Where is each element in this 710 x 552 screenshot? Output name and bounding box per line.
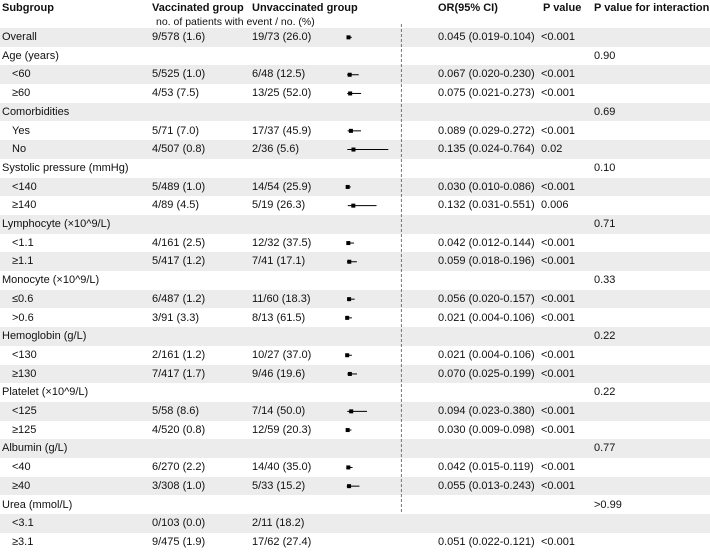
row-subgroup-label: <140 bbox=[12, 180, 37, 193]
p-value-cell: <0.001 bbox=[541, 180, 575, 193]
vaccinated-cell: 6/487 (1.2) bbox=[152, 292, 206, 305]
or-ci-cell: 0.042 (0.015-0.119) bbox=[438, 461, 534, 474]
row-subgroup-label: ≥40 bbox=[12, 479, 31, 492]
unvaccinated-cell: 14/54 (25.9) bbox=[252, 180, 312, 193]
row-subgroup-label: <3.1 bbox=[12, 517, 34, 530]
row-category-label: Platelet (×10^9/L) bbox=[2, 386, 89, 399]
table-row bbox=[0, 533, 710, 552]
or-ci-cell: 0.056 (0.020-0.157) bbox=[438, 292, 535, 305]
unvaccinated-cell: 9/46 (19.6) bbox=[252, 367, 306, 380]
header-vaccinated: Vaccinated group bbox=[152, 2, 244, 14]
or-ci-cell: 0.059 (0.018-0.196) bbox=[438, 255, 535, 268]
vaccinated-cell: 6/270 (2.2) bbox=[152, 461, 206, 474]
vaccinated-cell: 5/71 (7.0) bbox=[152, 124, 200, 137]
or-point bbox=[348, 91, 352, 95]
p-value-cell: <0.001 bbox=[541, 255, 575, 268]
p-value-cell: <0.001 bbox=[541, 292, 575, 305]
vaccinated-cell: 9/475 (1.9) bbox=[152, 535, 206, 548]
vaccinated-cell: 0/103 (0.0) bbox=[152, 517, 206, 530]
vaccinated-cell: 4/161 (2.5) bbox=[152, 236, 206, 249]
row-category-label: Urea (mmol/L) bbox=[2, 498, 73, 511]
p-value-cell: <0.001 bbox=[541, 236, 575, 249]
or-ci-cell: 0.070 (0.025-0.199) bbox=[438, 367, 535, 380]
p-interaction-cell: 0.90 bbox=[594, 49, 616, 62]
or-point bbox=[351, 148, 355, 152]
or-ci-cell: 0.135 (0.024-0.764) bbox=[438, 143, 535, 156]
or-ci-cell: 0.021 (0.004-0.106) bbox=[438, 348, 535, 361]
vaccinated-cell: 4/520 (0.8) bbox=[152, 423, 206, 436]
or-point bbox=[346, 241, 350, 245]
or-ci-cell: 0.030 (0.010-0.086) bbox=[438, 180, 535, 193]
row-subgroup-label: ≥125 bbox=[12, 423, 37, 436]
row-subgroup-label: ≤0.6 bbox=[12, 292, 34, 305]
or-point bbox=[345, 353, 349, 357]
row-subgroup-label: ≥3.1 bbox=[12, 535, 34, 548]
p-value-cell: 0.02 bbox=[541, 143, 563, 156]
row-subgroup-label: No bbox=[12, 143, 27, 156]
unvaccinated-cell: 6/48 (12.5) bbox=[252, 68, 306, 81]
header-subheader: no. of patients with event / no. (%) bbox=[156, 16, 315, 28]
p-value-cell: <0.001 bbox=[541, 367, 575, 380]
or-point bbox=[346, 428, 350, 432]
header-subgroup: Subgroup bbox=[2, 2, 54, 14]
row-subgroup-label: Yes bbox=[12, 124, 30, 137]
row-category-label: Systolic pressure (mmHg) bbox=[2, 161, 129, 174]
p-value-cell: <0.001 bbox=[541, 124, 575, 137]
row-subgroup-label: <60 bbox=[12, 68, 31, 81]
p-interaction-cell: 0.22 bbox=[594, 386, 616, 399]
header-pinteraction: P value for interaction bbox=[594, 2, 710, 14]
row-subgroup-label: ≥130 bbox=[12, 367, 37, 380]
or-point bbox=[347, 260, 351, 264]
vaccinated-cell: 5/489 (1.0) bbox=[152, 180, 206, 193]
unvaccinated-cell: 2/36 (5.6) bbox=[252, 143, 300, 156]
row-category-label: Age (years) bbox=[2, 49, 59, 62]
or-point bbox=[346, 185, 350, 189]
vaccinated-cell: 7/417 (1.7) bbox=[152, 367, 206, 380]
p-interaction-cell: 0.69 bbox=[594, 105, 616, 118]
p-interaction-cell: 0.77 bbox=[594, 442, 616, 455]
or-ci-cell: 0.045 (0.019-0.104) bbox=[438, 31, 535, 43]
or-ci-cell: 0.021 (0.004-0.106) bbox=[438, 311, 535, 324]
unvaccinated-cell: 7/14 (50.0) bbox=[252, 405, 306, 417]
or-ci-cell: 0.030 (0.009-0.098) bbox=[438, 423, 535, 436]
or-point bbox=[349, 129, 353, 133]
p-value-cell: <0.001 bbox=[541, 479, 575, 492]
or-ci-cell: 0.051 (0.022-0.121) bbox=[438, 535, 535, 548]
vaccinated-cell: 4/89 (4.5) bbox=[152, 199, 200, 212]
vaccinated-cell: 3/308 (1.0) bbox=[152, 479, 206, 492]
or-ci-cell: 0.132 (0.031-0.551) bbox=[438, 199, 535, 212]
unvaccinated-cell: 5/33 (15.2) bbox=[252, 479, 306, 492]
table-row bbox=[0, 514, 710, 533]
unvaccinated-cell: 5/19 (26.3) bbox=[252, 199, 306, 212]
or-point bbox=[347, 297, 351, 301]
row-category-label: Monocyte (×10^9/L) bbox=[2, 274, 100, 287]
vaccinated-cell: 5/417 (1.2) bbox=[152, 255, 206, 268]
unvaccinated-cell: 12/32 (37.5) bbox=[252, 236, 312, 249]
row-category-label: Comorbidities bbox=[2, 105, 70, 118]
unvaccinated-cell: 10/27 (37.0) bbox=[252, 348, 312, 361]
vaccinated-cell: 5/525 (1.0) bbox=[152, 68, 206, 81]
or-ci-cell: 0.094 (0.023-0.380) bbox=[438, 405, 535, 417]
p-value-cell: <0.001 bbox=[541, 68, 575, 81]
unvaccinated-cell: 12/59 (20.3) bbox=[252, 423, 312, 436]
or-point bbox=[346, 35, 350, 39]
row-subgroup-label: >0.6 bbox=[12, 311, 34, 324]
or-ci-cell: 0.055 (0.013-0.243) bbox=[438, 479, 535, 492]
row-subgroup-label: ≥60 bbox=[12, 87, 31, 100]
row-category-label: Albumin (g/L) bbox=[2, 442, 68, 455]
vaccinated-cell: 9/578 (1.6) bbox=[152, 31, 206, 43]
p-value-cell: <0.001 bbox=[541, 348, 575, 361]
or-ci-cell: 0.089 (0.029-0.272) bbox=[438, 124, 535, 137]
header-or: OR(95% CI) bbox=[438, 2, 498, 14]
vaccinated-cell: 4/507 (0.8) bbox=[152, 143, 206, 156]
row-category-label: Overall bbox=[2, 31, 37, 43]
header-unvaccinated: Unvaccinated group bbox=[252, 2, 358, 14]
or-point bbox=[347, 484, 351, 488]
unvaccinated-cell: 11/60 (18.3) bbox=[252, 292, 311, 305]
vaccinated-cell: 4/53 (7.5) bbox=[152, 87, 200, 100]
or-ci-cell: 0.067 (0.020-0.230) bbox=[438, 68, 535, 81]
row-category-label: Lymphocyte (×10^9/L) bbox=[2, 218, 111, 230]
p-interaction-cell: 0.22 bbox=[594, 330, 616, 343]
p-value-cell: <0.001 bbox=[541, 31, 575, 43]
p-value-cell: <0.001 bbox=[541, 535, 575, 548]
unvaccinated-cell: 17/62 (27.4) bbox=[252, 535, 312, 548]
or-ci-cell: 0.042 (0.012-0.144) bbox=[438, 236, 535, 249]
or-point bbox=[348, 73, 352, 77]
p-value-cell: <0.001 bbox=[541, 87, 575, 100]
or-point bbox=[349, 409, 353, 413]
or-point bbox=[345, 316, 349, 320]
unvaccinated-cell: 8/13 (61.5) bbox=[252, 311, 306, 324]
p-value-cell: <0.001 bbox=[541, 423, 575, 436]
or-point bbox=[351, 204, 355, 208]
row-subgroup-label: <130 bbox=[12, 348, 37, 361]
or-ci-cell: 0.075 (0.021-0.273) bbox=[438, 87, 535, 100]
unvaccinated-cell: 19/73 (26.0) bbox=[252, 31, 312, 43]
p-value-cell: 0.006 bbox=[541, 199, 569, 212]
p-interaction-cell: >0.99 bbox=[594, 498, 622, 511]
p-interaction-cell: 0.71 bbox=[594, 218, 616, 230]
p-value-cell: <0.001 bbox=[541, 405, 575, 417]
vaccinated-cell: 5/58 (8.6) bbox=[152, 405, 200, 417]
p-interaction-cell: 0.33 bbox=[594, 274, 616, 287]
vaccinated-cell: 2/161 (1.2) bbox=[152, 348, 206, 361]
row-category-label: Hemoglobin (g/L) bbox=[2, 330, 87, 343]
row-subgroup-label: <1.1 bbox=[12, 236, 34, 249]
p-interaction-cell: 0.10 bbox=[594, 161, 616, 174]
unvaccinated-cell: 17/37 (45.9) bbox=[252, 124, 312, 137]
vaccinated-cell: 3/91 (3.3) bbox=[152, 311, 200, 324]
p-value-cell: <0.001 bbox=[541, 461, 575, 474]
header-pvalue: P value bbox=[543, 2, 582, 14]
row-subgroup-label: <125 bbox=[12, 405, 37, 417]
unvaccinated-cell: 13/25 (52.0) bbox=[252, 87, 312, 100]
unvaccinated-cell: 2/11 (18.2) bbox=[252, 517, 305, 530]
or-point bbox=[348, 372, 352, 376]
row-subgroup-label: <40 bbox=[12, 461, 31, 474]
p-value-cell: <0.001 bbox=[541, 311, 575, 324]
unvaccinated-cell: 14/40 (35.0) bbox=[252, 461, 312, 474]
row-subgroup-label: ≥1.1 bbox=[12, 255, 34, 268]
row-subgroup-label: ≥140 bbox=[12, 199, 37, 212]
unvaccinated-cell: 7/41 (17.1) bbox=[252, 255, 306, 268]
or-point bbox=[346, 465, 350, 469]
